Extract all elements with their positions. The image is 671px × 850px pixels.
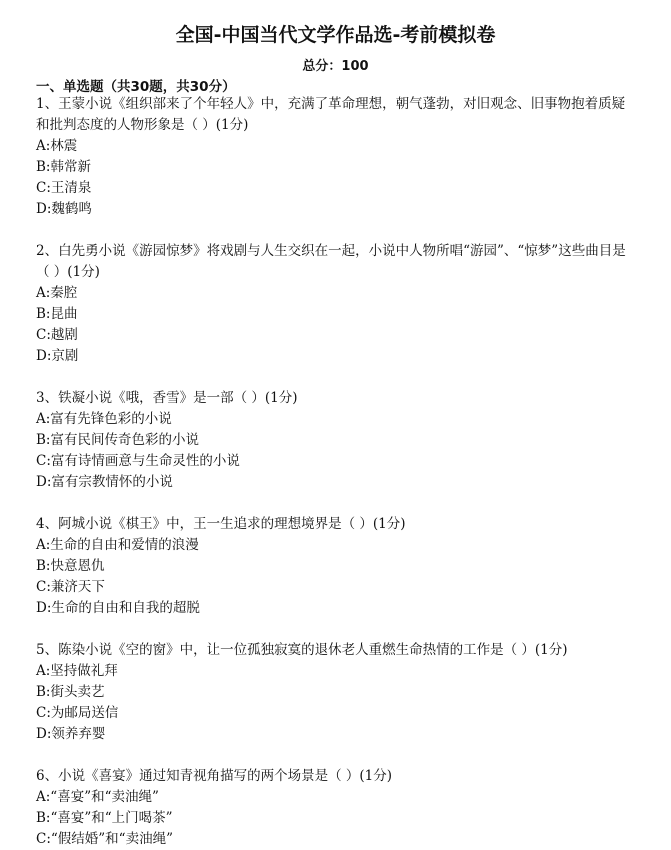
question-spacer (36, 745, 636, 766)
question-spacer (36, 367, 636, 388)
question-5 (36, 640, 636, 745)
option-a: A:秦腔 (36, 285, 78, 301)
question-stem: 3、铁凝小说《哦，香雪》是一部（ ）(1分) (36, 390, 298, 406)
option-b: B:“喜宴”和“上门喝茶” (36, 810, 173, 826)
option-b: B:富有民间传奇色彩的小说 (36, 432, 199, 448)
option-d: D:富有宗教情怀的小说 (36, 474, 173, 490)
option-b: B:昆曲 (36, 306, 78, 322)
option-c: C:为邮局送信 (36, 705, 119, 721)
option-a: A:林震 (36, 138, 78, 154)
question-1 (36, 94, 636, 220)
question-spacer (36, 619, 636, 640)
option-d: D:生命的自由和自我的超脱 (36, 600, 200, 616)
question-stem: 2、白先勇小说《游园惊梦》将戏剧与人生交织在一起，小说中人物所唱“游园”、“惊梦”这些曲目是（ ）(1分) (36, 243, 626, 280)
option-a: A:生命的自由和爱情的浪漫 (36, 537, 199, 553)
section-heading: 一、单选题（共30题，共30分） (36, 79, 236, 95)
option-d: D:京剧 (36, 348, 79, 364)
total-score: 总分：100 (302, 59, 369, 74)
option-a: A:“喜宴”和“卖油绳” (36, 789, 159, 805)
option-c: C:兼济天下 (36, 579, 105, 595)
question-4 (36, 514, 636, 619)
question-stem: 4、阿城小说《棋王》中，王一生追求的理想境界是（ ）(1分) (36, 516, 406, 532)
question-stem: 6、小说《喜宴》通过知青视角描写的两个场景是（ ）(1分) (36, 768, 393, 784)
option-d: D:魏鹤鸣 (36, 201, 92, 217)
option-c: C:王清泉 (36, 180, 92, 196)
question-stem: 1、王蒙小说《组织部来了个年轻人》中，充满了革命理想，朝气蓬勃，对旧观念、旧事物抱着质疑和批判态度的人物形象是（ ）(1分) (36, 96, 626, 133)
option-b: B:韩常新 (36, 159, 91, 175)
option-c: C:“假结婚”和“卖油绳” (36, 831, 173, 847)
question-spacer (36, 493, 636, 514)
option-b: B:快意恩仇 (36, 558, 105, 574)
question-6 (36, 766, 636, 850)
question-list (36, 94, 636, 850)
option-c: C:越剧 (36, 327, 78, 343)
question-3 (36, 388, 636, 493)
question-2 (36, 241, 636, 367)
document-title: 全国-中国当代文学作品选-考前模拟卷 (175, 24, 496, 46)
question-stem: 5、陈染小说《空的窗》中，让一位孤独寂寞的退休老人重燃生命热情的工作是（ ）(1分) (36, 642, 568, 658)
option-a: A:坚持做礼拜 (36, 663, 118, 679)
option-d: D:领养弃婴 (36, 726, 106, 742)
option-b: B:街头卖艺 (36, 684, 105, 700)
option-a: A:富有先锋色彩的小说 (36, 411, 172, 427)
option-c: C:富有诗情画意与生命灵性的小说 (36, 453, 240, 469)
question-spacer (36, 220, 636, 241)
